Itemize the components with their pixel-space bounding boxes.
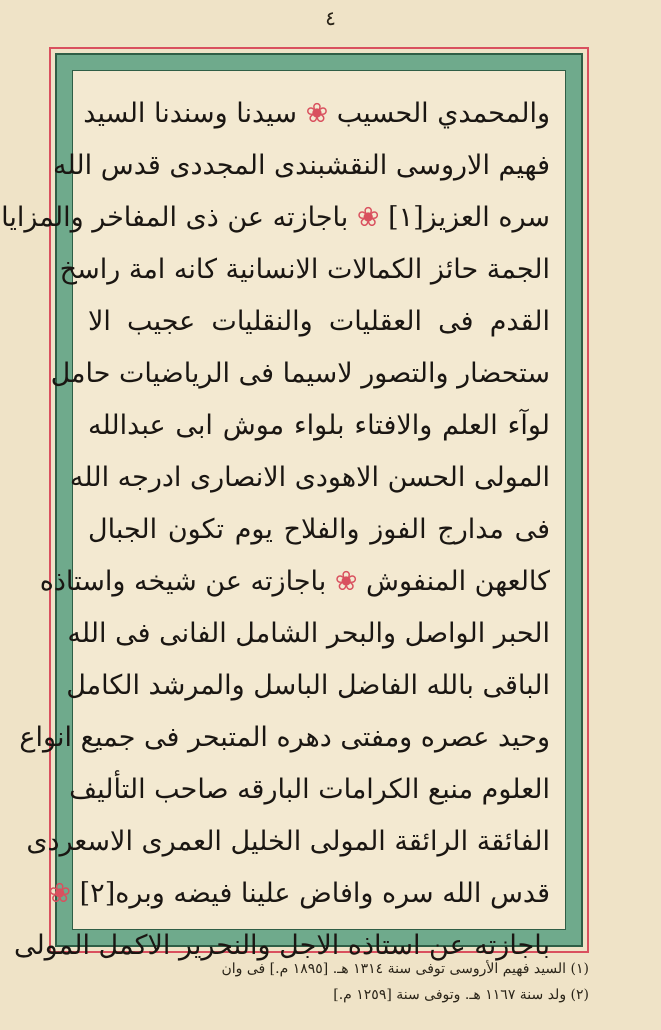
text-line-5: القدم فى العقليات والنقليات عجيب الا bbox=[88, 306, 550, 337]
footnotes bbox=[49, 956, 589, 1008]
text-line-4: الجمة حائز الكمالات الانسانية كانه امة راسخ bbox=[59, 254, 550, 285]
text-line-16: قدس الله سره وافاض علينا فيضه وبره[٢] ❀ bbox=[48, 878, 550, 909]
manuscript-text bbox=[1, 88, 550, 961]
text-line-3: سره العزيز[١] ❀ باجازته عن ذى المفاخر والمزايا bbox=[1, 202, 550, 233]
text-line-10: كالعهن المنفوش ❀ باجازته عن شيخه واستاذه bbox=[39, 566, 550, 597]
text-line-14: العلوم منبع الكرامات البارقه صاحب التأليف bbox=[69, 774, 550, 805]
text-line-12: الباقى بالله الفاضل الباسل والمرشد الكامل bbox=[66, 670, 550, 701]
footnote-2: (٢) ولد سنة ١١٦٧ هـ. وتوفى سنة [١٢٥٩ م.] bbox=[333, 987, 589, 1003]
text-line-13: وحيد عصره ومفتى دهره المتبحر فى جميع انواع bbox=[19, 722, 550, 753]
text-line-6: ستحضار والتصور لاسيما فى الرياضيات حامل bbox=[50, 358, 550, 389]
rosette-icon: ❀ bbox=[334, 566, 358, 597]
page-number: ٤ bbox=[325, 6, 336, 30]
text-line-8: المولى الحسن الاهودى الانصارى ادرجه الله bbox=[69, 462, 550, 493]
text-line-2: فهيم الاروسى النقشبندى المجددى قدس الله bbox=[53, 150, 550, 181]
rosette-icon: ❀ bbox=[356, 202, 380, 233]
text-line-17: باجازته عن استاذه الاجل والنحرير الاكمل المولى bbox=[13, 930, 550, 961]
text-line-15: الفائقة الرائقة المولى الخليل العمرى الاسعردى bbox=[26, 826, 550, 857]
text-line-11: الحبر الواصل والبحر الشامل الفانى فى الله bbox=[67, 618, 550, 649]
text-line-7: لوآء العلم والافتاء بلواء موش ابى عبدالله bbox=[88, 410, 550, 441]
rosette-icon: ❀ bbox=[48, 878, 72, 909]
text-line-1: والمحمدي الحسيب ❀ سيدنا وسندنا السيد bbox=[83, 98, 550, 129]
footnote-1: (١) السيد فهيم الأروسى توفى سنة ١٣١٤ هـ. [١٨٩٥ م.] فى وان bbox=[221, 961, 589, 977]
text-line-9: فى مدارج الفوز والفلاح يوم تكون الجبال bbox=[88, 514, 550, 545]
rosette-icon: ❀ bbox=[305, 98, 329, 129]
